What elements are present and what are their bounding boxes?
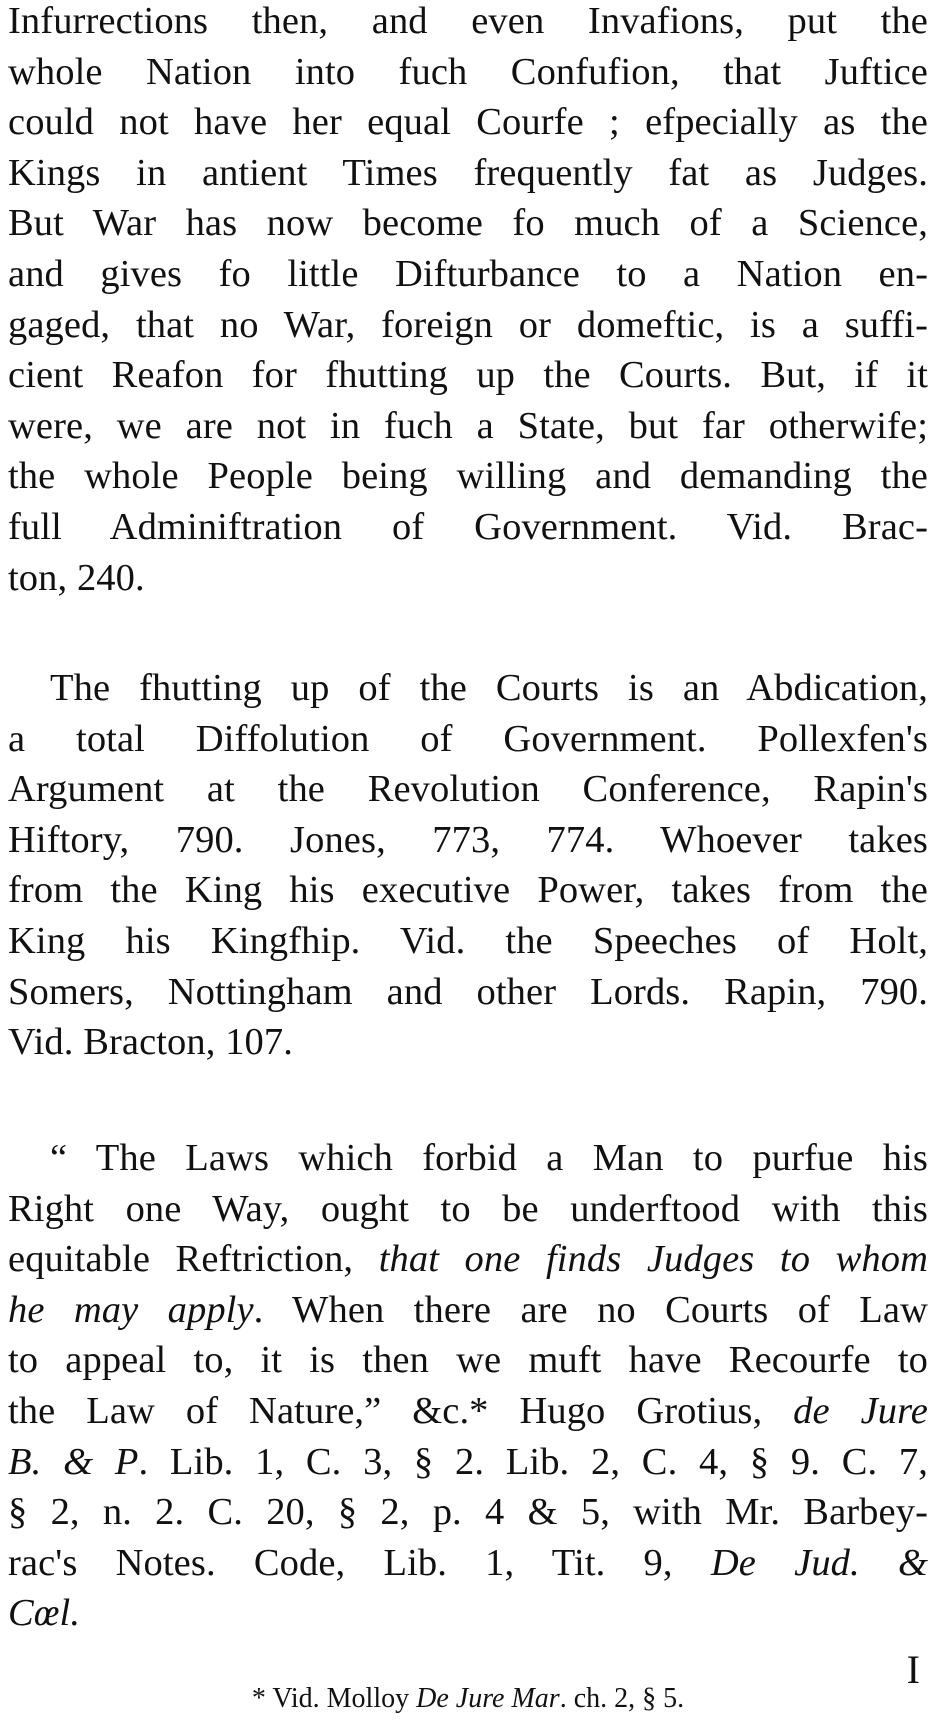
text-line: Somers, Nottingham and other Lords. Rapin, 790. (8, 970, 928, 1013)
text-line (8, 1538, 928, 1589)
text-line: Hiftory, 790. Jones, 773, 774. Whoever takes (8, 818, 928, 861)
roman-run: rac's Notes. Code, Lib. 1, Tit. 9, (8, 1541, 711, 1584)
roman-run: the Law of Nature,” &c.* Hugo Grotius, (8, 1389, 794, 1432)
roman-run: . When there are no Courts of Law (253, 1288, 928, 1331)
text-line: a total Diffolution of Government. Pollexfen's (8, 717, 928, 760)
text-line: the whole People being willing and demanding the (8, 455, 928, 498)
text-line: Infurrections then, and even Invafions, put the (8, 0, 928, 42)
italic-run: Cœl. (8, 1592, 81, 1635)
paragraph-2 (8, 663, 928, 1068)
text-line: Kings in antient Times frequently fat as Judges. (8, 151, 928, 194)
catchword: I (906, 1647, 920, 1692)
text-line (8, 1487, 928, 1538)
text-line-last (8, 1588, 928, 1639)
roman-run: . Lib. 1, C. 3, § 2. Lib. 2, C. 4, § 9. C. 7, (138, 1440, 928, 1483)
italic-run: De Jud. & (710, 1541, 928, 1584)
text-line-last: ton, 240. (8, 556, 145, 599)
roman-run: “ The Laws which forbid a Man to purfue his (50, 1137, 928, 1179)
paragraph-3-grotius-quote (8, 1133, 928, 1639)
roman-run: § 2, n. 2. C. 20, § 2, p. 4 & 5, with Mr. Barbey- (8, 1491, 928, 1534)
roman-run: Right one Way, ought to be underftood with this (8, 1187, 928, 1230)
book-page (8, 0, 928, 1720)
text-line: Argument at the Revolution Conference, Rapin's (8, 768, 928, 811)
text-line (8, 1234, 928, 1285)
footnote-roman: . ch. 2, § 5. (559, 1683, 685, 1714)
text-line (8, 1335, 928, 1386)
italic-run: he may apply (8, 1288, 254, 1331)
text-line: cient Reafon for fhutting up the Courts. But, if it (8, 354, 928, 397)
italic-run: B. & P (8, 1440, 139, 1483)
footnote (8, 1681, 928, 1717)
text-line: full Adminiftration of Government. Vid. Brac- (8, 505, 928, 548)
text-line (8, 1437, 928, 1488)
text-line: and gives fo little Difturbance to a Nation en- (8, 252, 928, 295)
text-line (8, 1285, 928, 1336)
text-line-first: The fhutting up of the Courts is an Abdication, (50, 667, 928, 709)
text-line: from the King his executive Power, takes from the (8, 869, 928, 912)
text-line: whole Nation into fuch Confufion, that Juftice (8, 50, 928, 93)
text-line: King his Kingfhip. Vid. the Speeches of Holt, (8, 919, 928, 962)
roman-run: to appeal to, it is then we muft have Recourfe to (8, 1339, 928, 1382)
paragraph-1 (8, 0, 928, 603)
roman-run: equitable Reftriction, (8, 1238, 379, 1281)
text-line: gaged, that no War, foreign or domeftic, is a suffi- (8, 303, 928, 346)
text-line-last: Vid. Bracton, 107. (8, 1021, 293, 1064)
footnote-italic: De Jure Mar (416, 1683, 560, 1714)
footnote-roman: * Vid. Molloy (251, 1683, 417, 1714)
text-line: could not have her equal Courfe ; efpecially as the (8, 101, 928, 144)
italic-run: that one finds Judges to whom (378, 1238, 928, 1281)
text-line-first (8, 1133, 928, 1184)
text-line: were, we are not in fuch a State, but far otherwife; (8, 404, 928, 447)
text-line (8, 1184, 928, 1235)
text-line (8, 1386, 928, 1437)
italic-run: de Jure (793, 1389, 928, 1432)
text-line: But War has now become fo much of a Science, (8, 202, 928, 245)
